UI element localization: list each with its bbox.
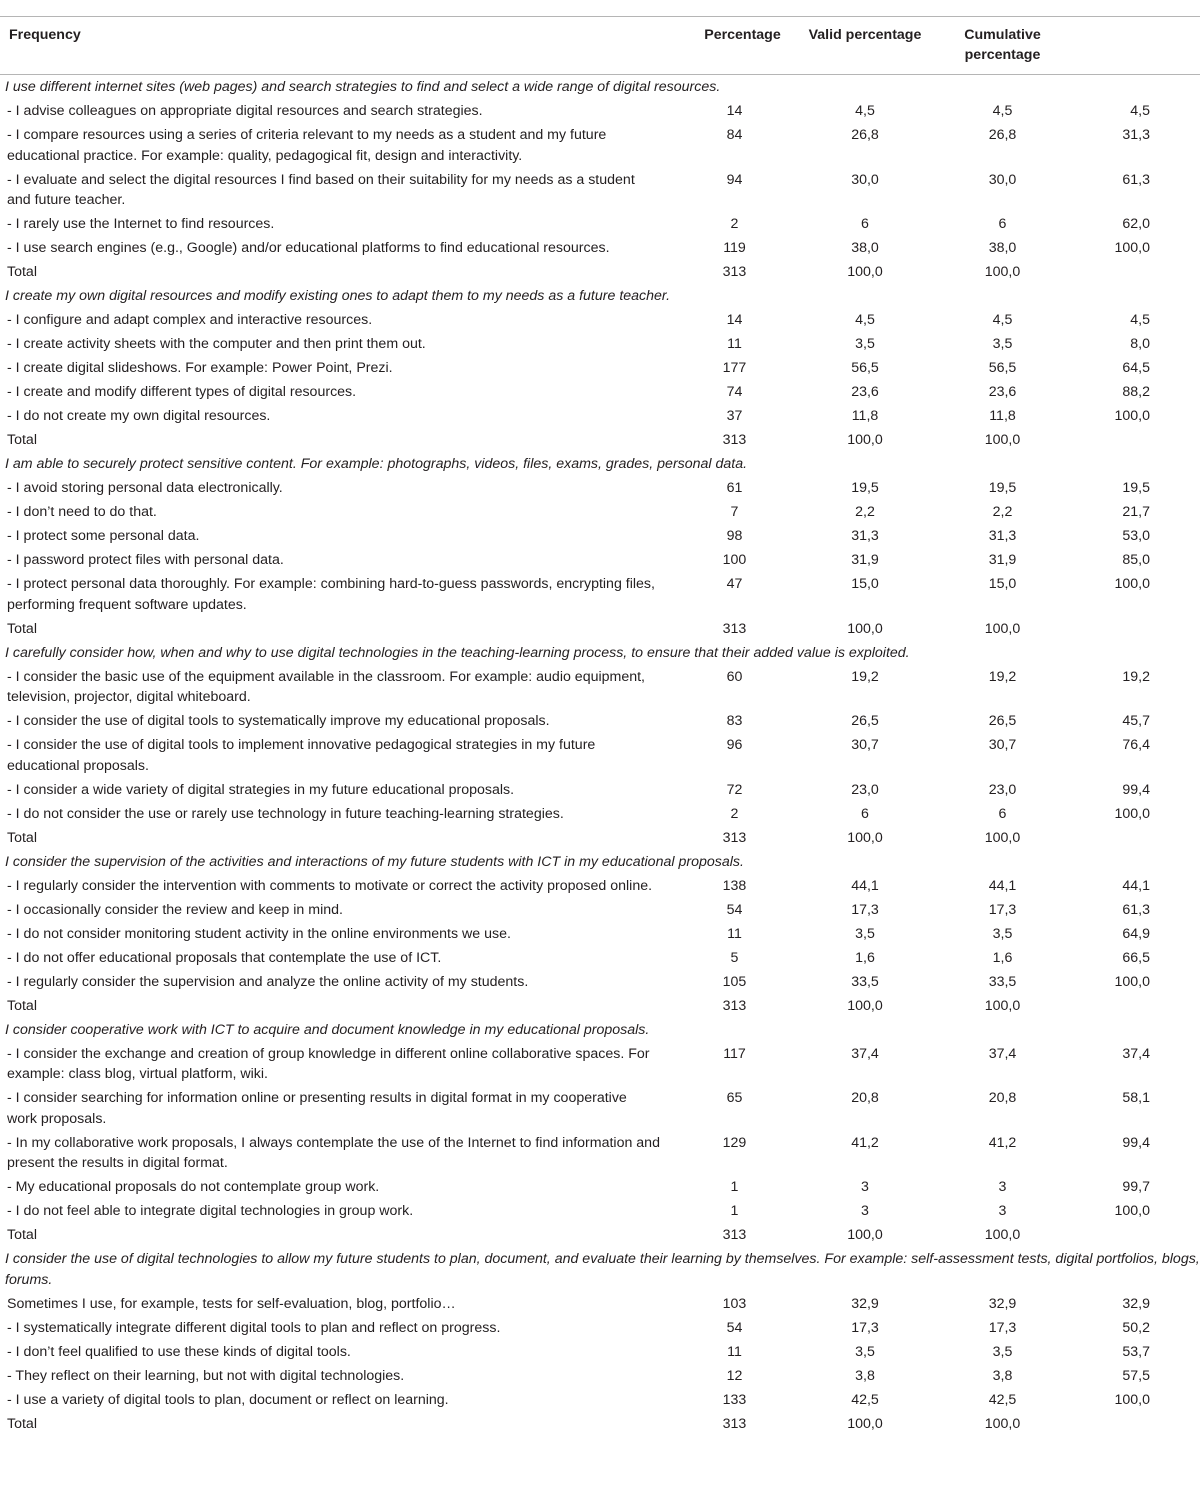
table-row [0, 1042, 1200, 1087]
frequency-value: 98 [726, 528, 743, 544]
cumulative-percentage-value: 99,4 [1122, 1134, 1150, 1151]
percentage-value: 100,0 [847, 1227, 883, 1243]
percentage-value: 31,9 [851, 552, 879, 568]
valid-percentage-value: 3 [998, 1203, 1007, 1219]
table-row [0, 802, 1200, 826]
table-body [0, 75, 1200, 1436]
frequency-value: 313 [722, 620, 747, 637]
valid-percentage-value: 100,0 [984, 829, 1021, 846]
frequency-value: 37 [726, 408, 743, 424]
cumulative-percentage-value: 21,7 [1122, 504, 1150, 520]
frequency-value: 2 [730, 216, 739, 232]
valid-percentage-value: 44,1 [988, 877, 1017, 894]
row-label: - In my collaborative work proposals, I always contemplate the use of the Internet to find information and present the results in digital format. [7, 1134, 660, 1171]
cumulative-percentage-value: 88,2 [1122, 384, 1150, 400]
cumulative-percentage-value: 58,1 [1122, 1090, 1150, 1106]
frequency-value: 313 [722, 1415, 747, 1432]
valid-percentage-value: 100,0 [984, 1415, 1021, 1432]
table-row [0, 1292, 1200, 1316]
frequency-value: 65 [726, 1090, 743, 1106]
row-label: Total [7, 1227, 37, 1243]
valid-percentage-value: 4,5 [992, 312, 1013, 328]
valid-percentage-value: 100,0 [984, 620, 1021, 637]
row-label: - I don’t feel qualified to use these kinds of digital tools. [7, 1343, 351, 1360]
row-label: - I don’t need to do that. [7, 504, 157, 520]
row-label: Total [7, 829, 37, 846]
row-label: - I do not consider monitoring student activity in the online environments we use. [7, 925, 511, 942]
valid-percentage-value: 23,6 [988, 384, 1017, 400]
cumulative-percentage-value: 44,1 [1122, 877, 1150, 894]
row-label: Total [7, 620, 37, 637]
table-row [0, 1388, 1200, 1412]
table-row [0, 922, 1200, 946]
cumulative-percentage-value: 100,0 [1114, 240, 1150, 256]
frequency-value: 54 [726, 901, 743, 918]
cumulative-percentage-value: 100,0 [1114, 973, 1150, 990]
cumulative-percentage-value: 8,0 [1130, 336, 1150, 352]
frequency-value: 313 [722, 1227, 747, 1243]
frequency-value: 103 [722, 1295, 747, 1312]
valid-percentage-value: 11,8 [989, 408, 1016, 424]
percentage-value: 42,5 [851, 1391, 879, 1408]
valid-percentage-value: 20,8 [988, 1090, 1017, 1106]
section-title: I carefully consider how, when and why to use digital technologies in the teaching-learning process, to ensure that their added value is exploited. [5, 644, 910, 661]
row-label: - I configure and adapt complex and interactive resources. [7, 312, 373, 328]
row-label: - I do not feel able to integrate digital technologies in group work. [7, 1203, 414, 1219]
frequency-value: 5 [730, 949, 739, 966]
frequency-value: 83 [726, 713, 743, 729]
row-label: - I protect some personal data. [7, 528, 200, 544]
table-row [0, 1086, 1200, 1131]
row-label: - I rarely use the Internet to find resources. [7, 216, 275, 232]
valid-percentage-value: 23,0 [988, 781, 1017, 798]
section-row [0, 452, 1200, 476]
frequency-value: 14 [726, 312, 743, 328]
section-row [0, 641, 1200, 665]
header-row [0, 17, 1200, 75]
row-label: Total [7, 432, 37, 448]
cumulative-percentage-value [1070, 826, 1200, 850]
section-title: I create my own digital resources and modify existing ones to adapt them to my needs as a future teacher. [5, 288, 671, 304]
cumulative-percentage-value [1070, 428, 1200, 452]
table-row [0, 946, 1200, 970]
cumulative-percentage-value: 37,4 [1122, 1045, 1150, 1062]
table-row [0, 1340, 1200, 1364]
percentage-value: 3 [861, 1203, 869, 1219]
percentage-value: 19,5 [851, 480, 879, 496]
cumulative-percentage-value: 66,5 [1122, 949, 1150, 966]
section-title: I consider the use of digital technologies to allow my future students to plan, document, and evaluate their learning by themselves. For example: self-assessment tests, digital portfolios, blogs, forums. [5, 1251, 1200, 1288]
percentage-value: 100,0 [847, 997, 883, 1014]
frequency-value: 14 [726, 103, 743, 119]
percentage-value: 32,9 [851, 1295, 879, 1312]
section-row [0, 284, 1200, 308]
percentage-value: 100,0 [847, 1415, 883, 1432]
valid-percentage-value: 42,5 [988, 1391, 1017, 1408]
frequency-value: 84 [726, 127, 743, 143]
row-label: - I use a variety of digital tools to plan, document or reflect on learning. [7, 1391, 449, 1408]
table-row [0, 898, 1200, 922]
table-row [0, 1316, 1200, 1340]
percentage-value: 23,6 [851, 384, 879, 400]
percentage-value: 100,0 [847, 432, 883, 448]
percentage-value: 3 [861, 1179, 869, 1195]
percentage-value: 41,2 [851, 1134, 879, 1151]
frequency-value: 54 [726, 1319, 743, 1336]
frequency-value: 105 [722, 973, 747, 990]
cumulative-percentage-value: 76,4 [1122, 737, 1150, 753]
cumulative-percentage-value: 32,9 [1122, 1295, 1150, 1312]
frequency-value: 177 [722, 360, 747, 376]
valid-percentage-value: 19,2 [988, 668, 1017, 685]
table-row [0, 1199, 1200, 1223]
row-label: - I do not consider the use or rarely use technology in future teaching-learning strategies. [7, 805, 564, 822]
percentage-value: 37,4 [851, 1045, 879, 1062]
cumulative-percentage-value: 31,3 [1122, 127, 1150, 143]
valid-percentage-value: 15,0 [988, 576, 1017, 592]
cumulative-percentage-value: 53,0 [1122, 528, 1150, 544]
row-label: - I do not create my own digital resources. [7, 408, 271, 424]
valid-percentage-value: 3,5 [992, 336, 1013, 352]
section-row [0, 850, 1200, 874]
valid-percentage-value: 1,6 [992, 949, 1013, 966]
row-label: Total [7, 997, 37, 1014]
row-label: Sometimes I use, for example, tests for self-evaluation, blog, portfolio… [7, 1295, 456, 1312]
row-label: - I create and modify different types of digital resources. [7, 384, 357, 400]
cumulative-percentage-value: 4,5 [1130, 103, 1150, 119]
row-label: - I consider a wide variety of digital strategies in my future educational proposals. [7, 781, 515, 798]
row-label: - I create activity sheets with the computer and then print them out. [7, 336, 426, 352]
row-label: - I compare resources using a series of criteria relevant to my needs as a student and my future educational practice. For example: quality, pedagogical fit, design and interactivity. [7, 127, 607, 164]
table-row [0, 1131, 1200, 1176]
percentage-value: 3,5 [855, 1343, 875, 1360]
table-row [0, 404, 1200, 428]
valid-percentage-value: 37,4 [988, 1045, 1017, 1062]
cumulative-percentage-value: 50,2 [1122, 1319, 1150, 1336]
percentage-value: 15,0 [851, 576, 879, 592]
cumulative-percentage-value: 57,5 [1122, 1367, 1150, 1384]
row-label: - I do not offer educational proposals that contemplate the use of ICT. [7, 949, 442, 966]
total-row [0, 994, 1200, 1018]
frequency-value: 1 [730, 1179, 739, 1195]
table-row [0, 123, 1200, 168]
column-header-frequency: Frequency [9, 27, 81, 43]
section-title: I consider the supervision of the activities and interactions of my future students with ICT in my educational proposals. [5, 853, 744, 870]
total-row [0, 428, 1200, 452]
valid-percentage-value: 33,5 [988, 973, 1017, 990]
percentage-value: 30,7 [851, 737, 879, 753]
frequency-value: 12 [726, 1367, 743, 1384]
total-row [0, 826, 1200, 850]
valid-percentage-value: 100,0 [984, 997, 1021, 1014]
row-label: Total [7, 264, 37, 280]
row-label: - I systematically integrate different digital tools to plan and reflect on progress. [7, 1319, 501, 1336]
percentage-value: 23,0 [851, 781, 879, 798]
section-title: I use different internet sites (web pages) and search strategies to find and select a wide range of digital resources. [5, 79, 721, 95]
frequency-value: 100 [722, 552, 747, 568]
table-row [0, 874, 1200, 898]
total-row [0, 617, 1200, 641]
table-row [0, 476, 1200, 500]
cumulative-percentage-value: 85,0 [1122, 552, 1150, 568]
valid-percentage-value: 38,0 [988, 240, 1017, 256]
percentage-value: 6 [861, 216, 869, 232]
cumulative-percentage-value: 100,0 [1114, 408, 1150, 424]
cumulative-percentage-value: 45,7 [1122, 713, 1150, 729]
row-label: - I consider the exchange and creation of group knowledge in different online collaborative spaces. For example: class blog, virtual platform, wiki. [7, 1045, 650, 1082]
total-row [0, 260, 1200, 284]
table-row [0, 548, 1200, 572]
valid-percentage-value: 26,8 [988, 127, 1017, 143]
cumulative-percentage-value: 100,0 [1114, 805, 1150, 822]
percentage-value: 100,0 [847, 829, 883, 846]
frequency-value: 96 [726, 737, 743, 753]
frequency-value: 74 [726, 384, 743, 400]
valid-percentage-value: 3 [998, 1179, 1007, 1195]
percentage-value: 1,6 [855, 949, 875, 966]
table-row [0, 356, 1200, 380]
cumulative-percentage-value: 61,3 [1122, 901, 1150, 918]
row-label: - I consider the use of digital tools to implement innovative pedagogical strategies in my future educational proposals. [7, 737, 596, 774]
row-label: - I regularly consider the supervision and analyze the online activity of my students. [7, 973, 529, 990]
cumulative-percentage-value [1070, 994, 1200, 1018]
valid-percentage-value: 3,8 [992, 1367, 1013, 1384]
cumulative-percentage-value: 53,7 [1122, 1343, 1150, 1360]
percentage-value: 4,5 [855, 103, 875, 119]
frequency-value: 47 [726, 576, 743, 592]
frequency-value: 94 [726, 171, 743, 188]
table-header [0, 17, 1200, 75]
percentage-value: 30,0 [851, 171, 879, 188]
row-label: - I password protect files with personal data. [7, 552, 284, 568]
cumulative-percentage-value [1070, 617, 1200, 641]
cumulative-percentage-value: 4,5 [1130, 312, 1150, 328]
row-label: - I occasionally consider the review and keep in mind. [7, 901, 343, 918]
frequency-value: 60 [726, 668, 743, 685]
total-row [0, 1412, 1200, 1436]
percentage-value: 3,5 [855, 336, 875, 352]
percentage-value: 100,0 [847, 264, 883, 280]
percentage-value: 3,5 [855, 925, 875, 942]
valid-percentage-value: 3,5 [992, 925, 1013, 942]
total-row [0, 1223, 1200, 1247]
table-row [0, 733, 1200, 778]
cumulative-percentage-value [1070, 1412, 1200, 1436]
valid-percentage-value: 26,5 [988, 713, 1017, 729]
percentage-value: 44,1 [851, 877, 879, 894]
cumulative-percentage-value: 100,0 [1114, 1391, 1150, 1408]
percentage-value: 11,8 [851, 408, 879, 424]
valid-percentage-value: 100,0 [984, 1227, 1021, 1243]
row-label: - I regularly consider the intervention with comments to motivate or correct the activity proposed online. [7, 877, 653, 894]
cumulative-percentage-value: 99,4 [1122, 781, 1150, 798]
frequency-table [0, 16, 1200, 1436]
valid-percentage-value: 32,9 [988, 1295, 1017, 1312]
section-row [0, 1018, 1200, 1042]
column-header-extra [1070, 17, 1200, 75]
percentage-value: 31,3 [851, 528, 879, 544]
row-label: - I consider the basic use of the equipment available in the classroom. For example: audio equipment, television, projector, digital whiteboard. [7, 668, 646, 705]
percentage-value: 17,3 [851, 1319, 879, 1336]
frequency-value: 117 [723, 1045, 746, 1062]
frequency-value: 11 [727, 925, 742, 942]
row-label: - I consider searching for information online or presenting results in digital format in my cooperative work proposals. [7, 1090, 627, 1127]
table-row [0, 970, 1200, 994]
percentage-value: 17,3 [851, 901, 879, 918]
percentage-value: 19,2 [851, 668, 879, 685]
table-row [0, 665, 1200, 710]
frequency-value: 2 [730, 805, 739, 822]
cumulative-percentage-value: 64,5 [1122, 360, 1150, 376]
table-row [0, 212, 1200, 236]
frequency-value: 313 [722, 432, 747, 448]
percentage-value: 20,8 [851, 1090, 879, 1106]
valid-percentage-value: 6 [998, 216, 1007, 232]
frequency-value: 138 [722, 877, 747, 894]
frequency-value: 313 [722, 829, 747, 846]
row-label: - I avoid storing personal data electronically. [7, 480, 283, 496]
section-row [0, 75, 1200, 100]
percentage-value: 3,8 [855, 1367, 875, 1384]
percentage-value: 2,2 [855, 504, 875, 520]
valid-percentage-value: 4,5 [992, 103, 1013, 119]
frequency-value: 72 [726, 781, 743, 798]
frequency-value: 7 [730, 504, 739, 520]
section-title: I consider cooperative work with ICT to acquire and document knowledge in my educational proposals. [5, 1021, 650, 1038]
frequency-value: 133 [722, 1391, 747, 1408]
cumulative-percentage-value: 61,3 [1122, 171, 1150, 188]
table-row [0, 1364, 1200, 1388]
cumulative-percentage-value: 100,0 [1114, 576, 1150, 592]
valid-percentage-value: 30,0 [988, 171, 1017, 188]
table-row [0, 236, 1200, 260]
valid-percentage-value: 100,0 [984, 264, 1021, 280]
row-label: - They reflect on their learning, but not with digital technologies. [7, 1367, 405, 1384]
frequency-value: 1 [730, 1203, 739, 1219]
valid-percentage-value: 6 [998, 805, 1007, 822]
valid-percentage-value: 31,3 [988, 528, 1017, 544]
row-label: - I use search engines (e.g., Google) and/or educational platforms to find educational resources. [7, 240, 610, 256]
valid-percentage-value: 30,7 [988, 737, 1017, 753]
table-row [0, 709, 1200, 733]
section-title: I am able to securely protect sensitive content. For example: photographs, videos, files, exams, grades, personal data. [5, 456, 748, 472]
cumulative-percentage-value: 19,2 [1122, 668, 1150, 685]
table-row [0, 572, 1200, 617]
frequency-value: 11 [727, 336, 742, 352]
frequency-value: 11 [727, 1343, 742, 1360]
valid-percentage-value: 17,3 [988, 1319, 1017, 1336]
valid-percentage-value: 31,9 [988, 552, 1017, 568]
row-label: - I create digital slideshows. For example: Power Point, Prezi. [7, 360, 393, 376]
percentage-value: 38,0 [851, 240, 879, 256]
percentage-value: 4,5 [855, 312, 875, 328]
percentage-value: 56,5 [851, 360, 879, 376]
row-label: - My educational proposals do not contemplate group work. [7, 1179, 380, 1195]
cumulative-percentage-value [1070, 1223, 1200, 1247]
valid-percentage-value: 17,3 [988, 901, 1017, 918]
table-row [0, 168, 1200, 213]
table-row [0, 380, 1200, 404]
frequency-value: 61 [726, 480, 743, 496]
valid-percentage-value: 3,5 [992, 1343, 1013, 1360]
table-row [0, 500, 1200, 524]
row-label: - I evaluate and select the digital resources I find based on their suitability for my needs as a student and future teacher. [7, 171, 635, 208]
table-row [0, 778, 1200, 802]
cumulative-percentage-value [1070, 260, 1200, 284]
column-header-cumulative-percentage: Cumulative percentage [964, 27, 1041, 63]
cumulative-percentage-value: 99,7 [1122, 1179, 1150, 1195]
row-label: - I advise colleagues on appropriate digital resources and search strategies. [7, 103, 483, 119]
frequency-value: 119 [723, 240, 746, 256]
section-row [0, 1247, 1200, 1292]
percentage-value: 100,0 [847, 620, 883, 637]
frequency-value: 129 [722, 1134, 747, 1151]
table-row [0, 524, 1200, 548]
cumulative-percentage-value: 100,0 [1114, 1203, 1150, 1219]
row-label: - I protect personal data thoroughly. For example: combining hard-to-guess passwords, encrypting files, performing frequent software updates. [7, 576, 655, 613]
table-row [0, 99, 1200, 123]
valid-percentage-value: 2,2 [992, 504, 1013, 520]
percentage-value: 26,5 [851, 713, 879, 729]
column-header-percentage: Percentage [704, 27, 781, 43]
valid-percentage-value: 56,5 [988, 360, 1017, 376]
table-row [0, 1175, 1200, 1199]
cumulative-percentage-value: 62,0 [1122, 216, 1150, 232]
frequency-value: 313 [722, 997, 747, 1014]
cumulative-percentage-value: 64,9 [1122, 925, 1150, 942]
frequency-value: 313 [722, 264, 747, 280]
valid-percentage-value: 19,5 [988, 480, 1017, 496]
percentage-value: 33,5 [851, 973, 879, 990]
percentage-value: 26,8 [851, 127, 879, 143]
row-label: Total [7, 1415, 37, 1432]
column-header-valid-percentage: Valid percentage [808, 27, 922, 43]
cumulative-percentage-value: 19,5 [1122, 480, 1150, 496]
valid-percentage-value: 41,2 [988, 1134, 1017, 1151]
row-label: - I consider the use of digital tools to systematically improve my educational proposals. [7, 713, 550, 729]
table-row [0, 308, 1200, 332]
valid-percentage-value: 100,0 [984, 432, 1021, 448]
table-row [0, 332, 1200, 356]
percentage-value: 6 [861, 805, 869, 822]
